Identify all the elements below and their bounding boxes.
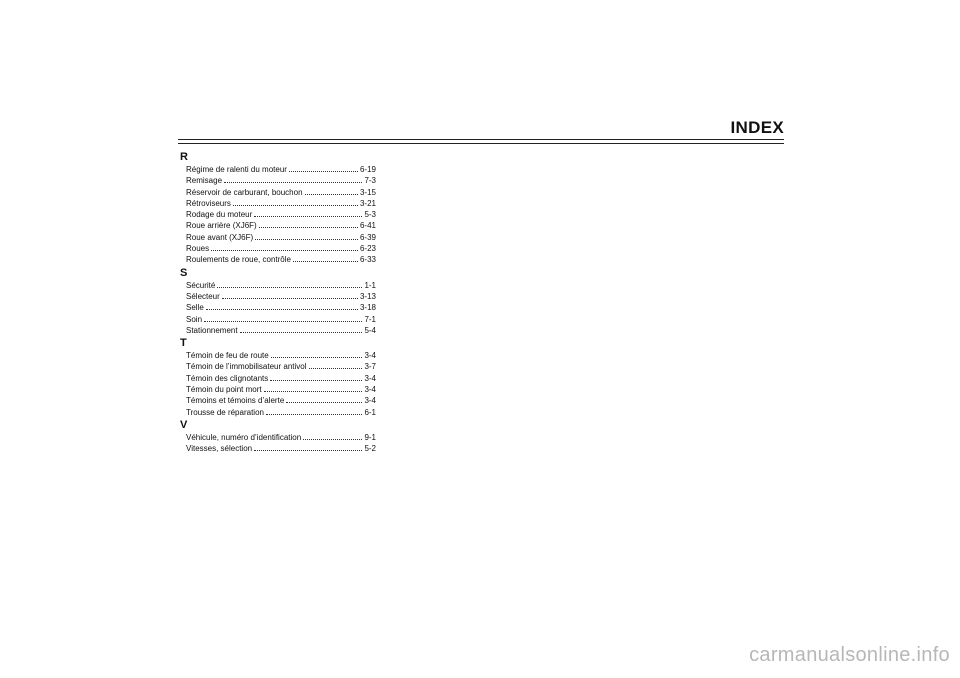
index-entry-term: Réservoir de carburant, bouchon xyxy=(186,187,303,197)
index-entry-page: 3-21 xyxy=(359,198,376,208)
index-entry xyxy=(186,175,376,186)
index-entry xyxy=(186,325,376,336)
header-rule-bottom xyxy=(178,143,784,144)
dot-leader xyxy=(255,233,358,240)
dot-leader xyxy=(254,210,362,217)
dot-leader xyxy=(309,362,363,369)
index-entry xyxy=(186,407,376,418)
dot-leader xyxy=(286,396,362,403)
dot-leader xyxy=(270,374,362,381)
index-entry-term: Roulements de roue, contrôle xyxy=(186,255,291,265)
dot-leader xyxy=(217,281,362,288)
index-letter-heading: S xyxy=(180,266,188,279)
dot-leader xyxy=(224,176,362,183)
index-entry xyxy=(186,187,376,198)
dot-leader xyxy=(266,408,362,415)
index-entry-term: Régime de ralenti du moteur xyxy=(186,165,287,174)
index-entry-term: Véhicule, numéro d’identification xyxy=(186,432,302,442)
index-entry-term: Roue avant (XJ6F) xyxy=(186,232,254,242)
index-entry-term: Témoin des clignotants xyxy=(186,373,269,383)
index-entry-page: 3-4 xyxy=(364,396,376,406)
index-entry-page: 5-3 xyxy=(364,210,376,220)
index-entry-page: 3-4 xyxy=(364,385,376,395)
index-entry-term: Vitesses, sélection xyxy=(186,444,253,454)
dot-leader xyxy=(254,444,362,451)
index-entry xyxy=(186,432,376,443)
index-entry-term: Rétroviseurs xyxy=(186,198,231,208)
index-entry-term: Soin xyxy=(186,314,203,324)
dot-leader xyxy=(204,315,362,322)
index-letter-heading: T xyxy=(180,337,187,350)
index-letter-heading: V xyxy=(180,418,188,431)
index-entry-page: 3-4 xyxy=(364,351,376,361)
index-entry-term: Remisage xyxy=(186,176,223,186)
index-entry-term: Roue arrière (XJ6F) xyxy=(186,221,257,231)
index-entry xyxy=(186,361,376,372)
index-entry-page: 3-18 xyxy=(359,303,376,313)
index-entry-page: 6-33 xyxy=(359,255,376,265)
index-entry-term: Sélecteur xyxy=(186,291,220,301)
index-entry xyxy=(186,232,376,243)
index-entry-term: Rodage du moteur xyxy=(186,210,253,220)
index-entry-term: Témoins et témoins d’alerte xyxy=(186,396,285,406)
dot-leader xyxy=(211,244,358,251)
index-entry-page: 1-1 xyxy=(364,280,376,290)
index-entry xyxy=(186,373,376,384)
index-entry-page: 7-3 xyxy=(364,176,376,186)
dot-leader xyxy=(305,188,358,195)
index-entry-page: 6-41 xyxy=(359,221,376,231)
index-entry xyxy=(186,220,376,231)
index-entry-page: 3-15 xyxy=(359,187,376,197)
index-entry-page: 6-19 xyxy=(359,165,376,174)
index-entry xyxy=(186,443,376,454)
dot-leader xyxy=(259,221,358,228)
index-entry xyxy=(186,291,376,302)
dot-leader xyxy=(233,199,358,206)
index-list xyxy=(180,150,376,455)
index-entry xyxy=(186,395,376,406)
index-entry-term: Témoin du point mort xyxy=(186,385,262,395)
index-entry-term: Selle xyxy=(186,303,204,313)
index-entry-term: Témoin de l’immobilisateur antivol xyxy=(186,362,307,372)
dot-leader xyxy=(240,326,363,333)
dot-leader xyxy=(222,292,358,299)
index-entry xyxy=(186,254,376,265)
index-entry-page: 5-2 xyxy=(364,444,376,454)
index-entry xyxy=(186,350,376,361)
index-entry xyxy=(186,164,376,175)
index-entry-page: 6-39 xyxy=(359,232,376,242)
index-entry xyxy=(186,384,376,395)
index-entry-page: 6-1 xyxy=(364,407,376,417)
page-title: INDEX xyxy=(730,118,784,137)
index-entry xyxy=(186,198,376,209)
index-entry-term: Stationnement xyxy=(186,325,238,335)
header-rule-top xyxy=(178,139,784,140)
index-entry xyxy=(186,243,376,254)
index-entry-term: Témoin de feu de route xyxy=(186,351,269,361)
index-entry-page: 5-4 xyxy=(364,325,376,335)
index-entry-term: Roues xyxy=(186,244,210,254)
index-letter-heading: R xyxy=(180,151,188,163)
dot-leader xyxy=(303,433,362,440)
dot-leader xyxy=(293,255,358,262)
dot-leader xyxy=(289,165,358,172)
index-entry xyxy=(186,280,376,291)
dot-leader xyxy=(206,303,358,310)
index-entry-page: 7-1 xyxy=(364,314,376,324)
dot-leader xyxy=(271,351,363,358)
index-entry xyxy=(186,314,376,325)
index-entry-page: 9-1 xyxy=(364,432,376,442)
index-entry-page: 3-7 xyxy=(364,362,376,372)
index-entry-page: 3-13 xyxy=(359,291,376,301)
index-entry-page: 6-23 xyxy=(359,244,376,254)
index-entry-page: 3-4 xyxy=(364,373,376,383)
index-entry-term: Sécurité xyxy=(186,280,216,290)
index-entry xyxy=(186,209,376,220)
watermark: carmanualsonline.info xyxy=(749,644,950,666)
dot-leader xyxy=(264,385,363,392)
index-entry-term: Trousse de réparation xyxy=(186,407,264,417)
index-entry xyxy=(186,302,376,313)
